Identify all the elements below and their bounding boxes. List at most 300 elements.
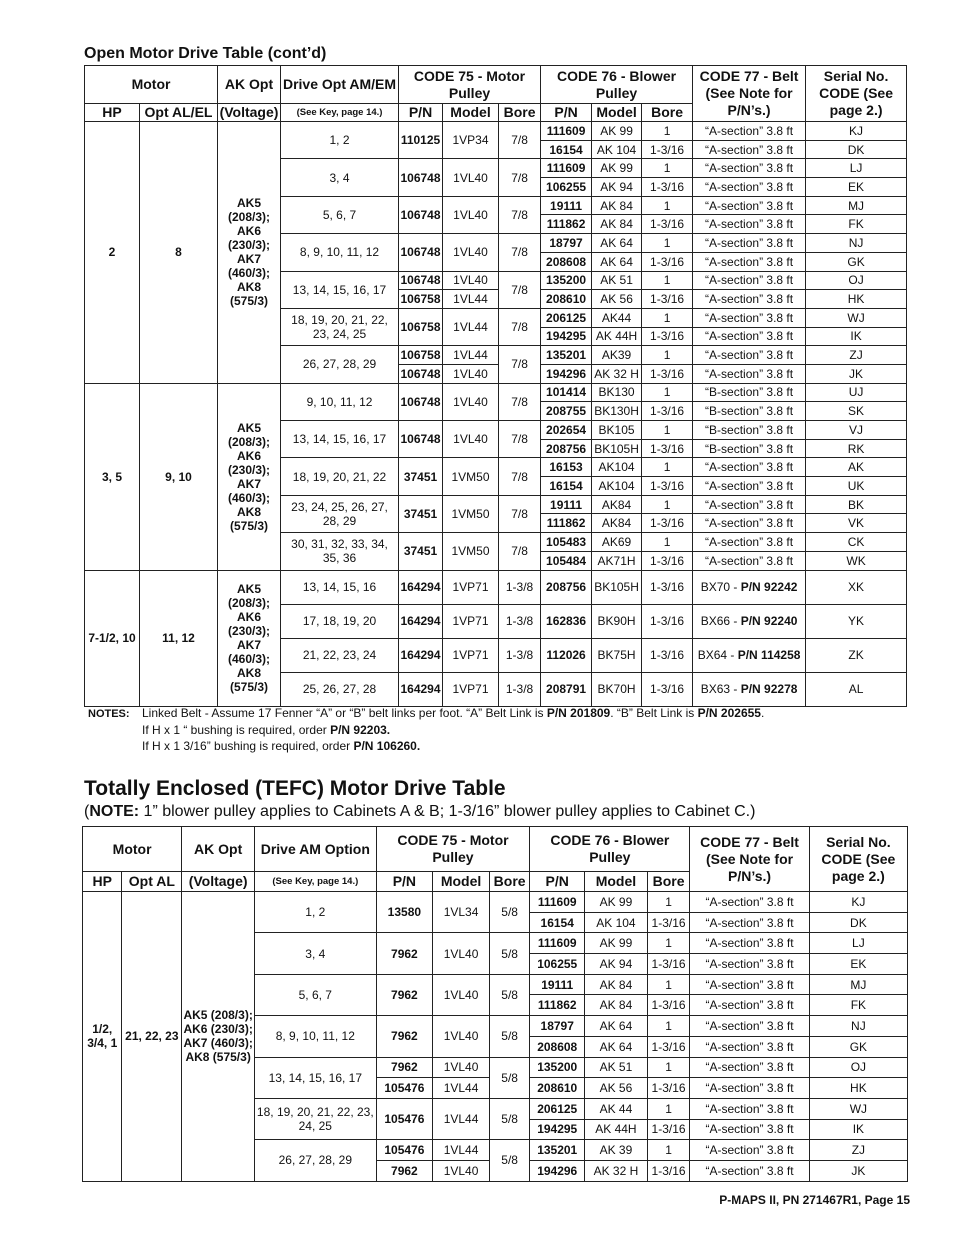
belt-cell: “A-section” 3.8 ft xyxy=(693,178,806,197)
serial-code-cell: OJ xyxy=(809,1057,907,1078)
motor-model-cell: 1VP71 xyxy=(443,638,499,672)
belt-cell: “A-section” 3.8 ft xyxy=(693,271,806,290)
motor-bore-cell: 5/8 xyxy=(489,1140,530,1181)
motor-bore-cell: 5/8 xyxy=(489,892,530,933)
motor-bore-cell: 7/8 xyxy=(499,122,541,159)
motor-bore-cell: 5/8 xyxy=(489,1057,530,1098)
blower-pn-cell: 105483 xyxy=(541,533,592,552)
t2-header-motor: Motor xyxy=(83,827,182,872)
belt-cell xyxy=(693,604,806,638)
blower-bore-cell: 1 xyxy=(642,159,693,178)
header-motor-model: Model xyxy=(443,104,499,122)
header-code75: CODE 75 - Motor Pulley xyxy=(399,66,541,104)
blower-model-cell: BK75H xyxy=(592,638,642,672)
t2-header-code76: CODE 76 - Blower Pulley xyxy=(530,827,690,872)
blower-model-cell: AK 56 xyxy=(585,1078,648,1099)
blower-model-cell: AK 104 xyxy=(585,912,648,933)
motor-bore-cell: 7/8 xyxy=(499,196,541,233)
blower-pn-cell: 19111 xyxy=(541,495,592,514)
belt-cell xyxy=(693,638,806,672)
cabinet-note-open: ( xyxy=(84,803,90,820)
blower-bore-cell: 1-3/16 xyxy=(642,178,693,197)
blower-pn-cell: 111609 xyxy=(541,159,592,178)
drive-opt-cell: 1, 2 xyxy=(255,892,376,933)
hp-cell: 7-1/2, 10 xyxy=(85,570,140,706)
blower-pn-cell: 101414 xyxy=(541,383,592,402)
blower-model-cell: AK39 xyxy=(592,346,642,365)
blower-bore-cell: 1 xyxy=(642,122,693,141)
blower-bore-cell: 1-3/16 xyxy=(642,439,693,458)
blower-bore-cell: 1 xyxy=(642,271,693,290)
blower-model-cell: AK 51 xyxy=(592,271,642,290)
blower-pn-cell: 105484 xyxy=(541,551,592,570)
serial-code-cell: LJ xyxy=(809,933,907,954)
blower-bore-cell: 1 xyxy=(642,383,693,402)
blower-pn-cell: 16153 xyxy=(541,458,592,477)
motor-bore-cell: 1-3/8 xyxy=(499,672,541,706)
blower-model-cell: AK 99 xyxy=(585,892,648,913)
belt-cell: “A-section” 3.8 ft xyxy=(693,159,806,178)
motor-model-cell: 1VL40 xyxy=(433,933,490,974)
note-line-1e: . xyxy=(760,706,765,720)
blower-pn-cell: 194295 xyxy=(541,327,592,346)
motor-model-cell: 1VL44 xyxy=(433,1078,490,1099)
belt-part-number: P/N 92278 xyxy=(740,682,798,696)
drive-opt-cell: 18, 19, 20, 21, 22, 23, 24, 25 xyxy=(281,308,399,345)
notes-label: NOTES: xyxy=(88,708,130,720)
open-motor-drive-table xyxy=(84,65,907,707)
motor-bore-cell: 7/8 xyxy=(499,421,541,458)
motor-pn-cell: 106758 xyxy=(399,346,443,365)
belt-cell: “B-section” 3.8 ft xyxy=(693,421,806,440)
drive-opt-cell: 5, 6, 7 xyxy=(281,196,399,233)
belt-size: BX64 - xyxy=(697,648,738,662)
motor-bore-cell: 5/8 xyxy=(489,933,530,974)
serial-code-cell: CK xyxy=(806,533,907,552)
motor-pn-cell: 105476 xyxy=(376,1078,433,1099)
belt-cell: “A-section” 3.8 ft xyxy=(693,196,806,215)
blower-bore-cell: 1-3/16 xyxy=(642,140,693,159)
blower-bore-cell: 1-3/16 xyxy=(642,290,693,309)
blower-model-cell: BK105H xyxy=(592,439,642,458)
motor-bore-cell: 7/8 xyxy=(499,495,541,532)
blower-model-cell: AK 84 xyxy=(585,974,648,995)
blower-model-cell: BK105H xyxy=(592,570,642,604)
motor-model-cell: 1VP34 xyxy=(443,122,499,159)
blower-pn-cell: 111862 xyxy=(541,215,592,234)
blower-bore-cell: 1-3/16 xyxy=(647,995,690,1016)
t2-header-voltage: (Voltage) xyxy=(182,872,255,892)
motor-pn-cell: 164294 xyxy=(399,672,443,706)
motor-bore-cell: 7/8 xyxy=(499,308,541,345)
t2-header-drive-am: Drive AM Option xyxy=(255,827,376,872)
belt-cell: “A-section” 3.8 ft xyxy=(693,514,806,533)
blower-bore-cell: 1-3/16 xyxy=(642,215,693,234)
serial-code-cell: MJ xyxy=(806,196,907,215)
motor-pn-cell: 106758 xyxy=(399,308,443,345)
header-opt-al-el: Opt AL/EL xyxy=(140,104,218,122)
motor-pn-cell: 37451 xyxy=(399,533,443,570)
motor-model-cell: 1VL40 xyxy=(433,1057,490,1078)
serial-code-cell: GK xyxy=(806,252,907,271)
motor-model-cell: 1VM50 xyxy=(443,495,499,532)
motor-pn-cell: 106748 xyxy=(399,383,443,420)
belt-cell: “B-section” 3.8 ft xyxy=(693,439,806,458)
serial-code-cell: KJ xyxy=(806,122,907,141)
motor-bore-cell: 7/8 xyxy=(499,458,541,495)
belt-cell: “A-section” 3.8 ft xyxy=(690,933,809,954)
blower-bore-cell: 1 xyxy=(642,458,693,477)
motor-bore-cell: 1-3/8 xyxy=(499,638,541,672)
blower-pn-cell: 208756 xyxy=(541,570,592,604)
blower-pn-cell: 208755 xyxy=(541,402,592,421)
t2-header-code77: CODE 77 - Belt (See Note for P/N’s.) xyxy=(690,827,809,892)
blower-model-cell: AK 64 xyxy=(592,234,642,253)
motor-model-cell: 1VL40 xyxy=(443,421,499,458)
header-motor-bore: Bore xyxy=(499,104,541,122)
blower-model-cell: AK 84 xyxy=(592,196,642,215)
blower-bore-cell: 1-3/16 xyxy=(642,252,693,271)
blower-bore-cell: 1-3/16 xyxy=(642,327,693,346)
serial-code-cell: IK xyxy=(809,1119,907,1140)
serial-code-cell: AK xyxy=(806,458,907,477)
serial-code-cell: YK xyxy=(806,604,907,638)
belt-cell: “A-section” 3.8 ft xyxy=(690,1078,809,1099)
motor-model-cell: 1VL40 xyxy=(433,1160,490,1181)
blower-model-cell: AK 32 H xyxy=(592,364,642,383)
drive-opt-cell: 9, 10, 11, 12 xyxy=(281,383,399,420)
belt-cell: “A-section” 3.8 ft xyxy=(693,495,806,514)
ak-opt-cell: AK5 (208/3); AK6 (230/3); AK7 (460/3); AK8 (575/3) xyxy=(218,570,281,706)
belt-cell: “A-section” 3.8 ft xyxy=(690,1119,809,1140)
blower-bore-cell: 1 xyxy=(647,974,690,995)
section-title-open-motor: Open Motor Drive Table (cont’d) xyxy=(84,45,327,62)
ak-opt-cell: AK5 (208/3); AK6 (230/3); AK7 (460/3); AK8 (575/3) xyxy=(182,892,255,1182)
blower-bore-cell: 1 xyxy=(647,933,690,954)
blower-pn-cell: 106255 xyxy=(530,954,585,975)
drive-opt-cell: 13, 14, 15, 16, 17 xyxy=(281,271,399,308)
blower-bore-cell: 1 xyxy=(642,533,693,552)
blower-bore-cell: 1-3/16 xyxy=(642,672,693,706)
blower-bore-cell: 1-3/16 xyxy=(642,514,693,533)
blower-bore-cell: 1 xyxy=(642,421,693,440)
drive-opt-cell: 18, 19, 20, 21, 22 xyxy=(281,458,399,495)
blower-pn-cell: 194296 xyxy=(541,364,592,383)
motor-model-cell: 1VL44 xyxy=(433,1140,490,1161)
drive-opt-cell: 18, 19, 20, 21, 22, 23, 24, 25 xyxy=(255,1098,376,1139)
header-motor-pn: P/N xyxy=(399,104,443,122)
motor-pn-cell: 105476 xyxy=(376,1140,433,1161)
blower-pn-cell: 112026 xyxy=(541,638,592,672)
cabinet-note xyxy=(84,803,755,821)
motor-pn-cell: 164294 xyxy=(399,638,443,672)
blower-pn-cell: 135201 xyxy=(541,346,592,365)
blower-bore-cell: 1-3/16 xyxy=(642,570,693,604)
motor-model-cell: 1VL40 xyxy=(433,1016,490,1057)
blower-model-cell: AK 99 xyxy=(592,122,642,141)
blower-pn-cell: 206125 xyxy=(541,308,592,327)
page-footer: P-MAPS II, PN 271467R1, Page 15 xyxy=(719,1193,910,1207)
motor-bore-cell: 7/8 xyxy=(499,159,541,196)
blower-bore-cell: 1-3/16 xyxy=(647,912,690,933)
blower-bore-cell: 1 xyxy=(642,346,693,365)
motor-model-cell: 1VL40 xyxy=(443,234,499,271)
belt-size: BX66 - xyxy=(700,614,741,628)
t2-header-hp: HP xyxy=(83,872,122,892)
motor-bore-cell: 7/8 xyxy=(499,234,541,271)
serial-code-cell: MJ xyxy=(809,974,907,995)
blower-pn-cell: 202654 xyxy=(541,421,592,440)
blower-bore-cell: 1-3/16 xyxy=(647,1078,690,1099)
header-drive-opt: Drive Opt AM/EM xyxy=(281,66,399,104)
blower-pn-cell: 106255 xyxy=(541,178,592,197)
blower-bore-cell: 1 xyxy=(642,308,693,327)
note-line-1a: Linked Belt - Assume 17 Fenner “A” or “B” belt links per foot. “A” Belt Link is xyxy=(142,706,547,720)
motor-model-cell: 1VL40 xyxy=(443,271,499,290)
header-code76: CODE 76 - Blower Pulley xyxy=(541,66,693,104)
motor-pn-cell: 106748 xyxy=(399,159,443,196)
motor-pn-cell: 37451 xyxy=(399,458,443,495)
drive-opt-cell: 13, 14, 15, 16, 17 xyxy=(255,1057,376,1098)
belt-cell: “A-section” 3.8 ft xyxy=(693,290,806,309)
header-blower-bore: Bore xyxy=(642,104,693,122)
blower-model-cell: BK105 xyxy=(592,421,642,440)
drive-opt-cell: 26, 27, 28, 29 xyxy=(281,346,399,383)
serial-code-cell: KJ xyxy=(809,892,907,913)
blower-pn-cell: 208791 xyxy=(541,672,592,706)
blower-bore-cell: 1 xyxy=(642,196,693,215)
belt-size: BX63 - xyxy=(700,682,741,696)
blower-model-cell: AK 99 xyxy=(585,933,648,954)
serial-code-cell: LJ xyxy=(806,159,907,178)
header-blower-model: Model xyxy=(592,104,642,122)
belt-cell: “A-section” 3.8 ft xyxy=(690,1036,809,1057)
ak-opt-cell: AK5 (208/3); AK6 (230/3); AK7 (460/3); AK8 (575/3) xyxy=(218,122,281,384)
ak-opt-cell: AK5 (208/3); AK6 (230/3); AK7 (460/3); AK8 (575/3) xyxy=(218,383,281,570)
belt-cell: “A-section” 3.8 ft xyxy=(693,346,806,365)
motor-pn-cell: 164294 xyxy=(399,570,443,604)
opt-cell: 21, 22, 23 xyxy=(122,892,182,1182)
blower-bore-cell: 1 xyxy=(642,495,693,514)
blower-model-cell: BK130H xyxy=(592,402,642,421)
drive-opt-cell: 21, 22, 23, 24 xyxy=(281,638,399,672)
belt-cell: “B-section” 3.8 ft xyxy=(693,383,806,402)
blower-model-cell: AK 64 xyxy=(585,1016,648,1037)
blower-bore-cell: 1-3/16 xyxy=(647,1160,690,1181)
motor-model-cell: 1VM50 xyxy=(443,458,499,495)
motor-pn-cell: 7962 xyxy=(376,933,433,974)
motor-model-cell: 1VL40 xyxy=(443,364,499,383)
hp-cell: 3, 5 xyxy=(85,383,140,570)
tefc-motor-drive-table xyxy=(82,826,908,1182)
belt-cell: “A-section” 3.8 ft xyxy=(690,995,809,1016)
blower-model-cell: AK 84 xyxy=(585,995,648,1016)
motor-pn-cell: 7962 xyxy=(376,1057,433,1078)
note-line-3a: If H x 1 3/16” bushing is required, order xyxy=(142,739,354,753)
serial-code-cell: ZJ xyxy=(809,1140,907,1161)
belt-part-number: P/N 92242 xyxy=(740,580,798,594)
motor-pn-cell: 106748 xyxy=(399,196,443,233)
blower-pn-cell: 135200 xyxy=(541,271,592,290)
blower-model-cell: AK71H xyxy=(592,551,642,570)
belt-cell: “A-section” 3.8 ft xyxy=(690,1160,809,1181)
serial-code-cell: EK xyxy=(809,954,907,975)
blower-bore-cell: 1 xyxy=(647,1057,690,1078)
serial-code-cell: FK xyxy=(809,995,907,1016)
header-blower-pn: P/N xyxy=(541,104,592,122)
belt-cell: “A-section” 3.8 ft xyxy=(690,974,809,995)
blower-pn-cell: 111609 xyxy=(541,122,592,141)
serial-code-cell: AL xyxy=(806,672,907,706)
motor-model-cell: 1VL34 xyxy=(433,892,490,933)
motor-bore-cell: 5/8 xyxy=(489,1098,530,1139)
blower-model-cell: AK84 xyxy=(592,495,642,514)
belt-cell: “A-section” 3.8 ft xyxy=(693,140,806,159)
serial-code-cell: IK xyxy=(806,327,907,346)
t2-header-motor-bore: Bore xyxy=(489,872,530,892)
blower-bore-cell: 1 xyxy=(642,234,693,253)
motor-pn-cell: 106748 xyxy=(399,234,443,271)
blower-pn-cell: 208610 xyxy=(541,290,592,309)
t2-header-motor-pn: P/N xyxy=(376,872,433,892)
t2-header-blower-model: Model xyxy=(585,872,648,892)
blower-model-cell: AK44 xyxy=(592,308,642,327)
drive-opt-cell: 23, 24, 25, 26, 27, 28, 29 xyxy=(281,495,399,532)
opt-cell: 9, 10 xyxy=(140,383,218,570)
serial-code-cell: XK xyxy=(806,570,907,604)
opt-cell: 8 xyxy=(140,122,218,384)
belt-cell: “A-section” 3.8 ft xyxy=(690,1057,809,1078)
header-motor: Motor xyxy=(85,66,218,104)
serial-code-cell: WJ xyxy=(809,1098,907,1119)
blower-model-cell: AK 44H xyxy=(585,1119,648,1140)
t2-header-ak-opt: AK Opt xyxy=(182,827,255,872)
t2-header-blower-bore: Bore xyxy=(647,872,690,892)
belt-cell xyxy=(693,570,806,604)
cabinet-note-label: NOTE: xyxy=(89,803,140,820)
motor-bore-cell: 7/8 xyxy=(499,271,541,308)
blower-model-cell: AK 99 xyxy=(592,159,642,178)
table-row xyxy=(85,570,907,604)
motor-pn-cell: 7962 xyxy=(376,974,433,1015)
blower-pn-cell: 16154 xyxy=(541,140,592,159)
blower-pn-cell: 206125 xyxy=(530,1098,585,1119)
note-line-3b: P/N 106260. xyxy=(353,739,421,753)
blower-model-cell: BK130 xyxy=(592,383,642,402)
header-serial: Serial No. CODE (See page 2.) xyxy=(806,66,907,122)
belt-cell: “A-section” 3.8 ft xyxy=(690,892,809,913)
motor-bore-cell: 1-3/8 xyxy=(499,570,541,604)
motor-bore-cell: 7/8 xyxy=(499,346,541,383)
belt-cell: “A-section” 3.8 ft xyxy=(693,122,806,141)
motor-pn-cell: 106748 xyxy=(399,421,443,458)
motor-pn-cell: 164294 xyxy=(399,604,443,638)
serial-code-cell: DK xyxy=(809,912,907,933)
serial-code-cell: GK xyxy=(809,1036,907,1057)
motor-model-cell: 1VL44 xyxy=(443,308,499,345)
table-row xyxy=(85,122,907,141)
serial-code-cell: SK xyxy=(806,402,907,421)
belt-cell: “A-section” 3.8 ft xyxy=(690,1016,809,1037)
belt-cell: “A-section” 3.8 ft xyxy=(693,364,806,383)
table-row xyxy=(85,383,907,402)
drive-opt-cell: 26, 27, 28, 29 xyxy=(255,1140,376,1181)
serial-code-cell: WK xyxy=(806,551,907,570)
blower-pn-cell: 16154 xyxy=(530,912,585,933)
blower-model-cell: AK 39 xyxy=(585,1140,648,1161)
blower-model-cell: AK 64 xyxy=(585,1036,648,1057)
blower-pn-cell: 16154 xyxy=(541,477,592,496)
note-line-2a: If H x 1 “ bushing is required, order xyxy=(142,723,331,737)
opt-cell: 11, 12 xyxy=(140,570,218,706)
blower-model-cell: BK90H xyxy=(592,604,642,638)
motor-pn-cell: 106748 xyxy=(399,271,443,290)
blower-model-cell: AK84 xyxy=(592,514,642,533)
drive-opt-cell: 13, 14, 15, 16 xyxy=(281,570,399,604)
motor-model-cell: 1VP71 xyxy=(443,672,499,706)
blower-model-cell: AK 94 xyxy=(592,178,642,197)
blower-bore-cell: 1-3/16 xyxy=(642,402,693,421)
blower-model-cell: AK 32 H xyxy=(585,1160,648,1181)
blower-model-cell: AK 56 xyxy=(592,290,642,309)
table-row xyxy=(83,892,908,913)
blower-bore-cell: 1 xyxy=(647,892,690,913)
drive-opt-cell: 3, 4 xyxy=(281,159,399,196)
drive-opt-cell: 13, 14, 15, 16, 17 xyxy=(281,421,399,458)
blower-pn-cell: 19111 xyxy=(530,974,585,995)
blower-bore-cell: 1 xyxy=(647,1016,690,1037)
motor-pn-cell: 37451 xyxy=(399,495,443,532)
belt-cell: “A-section” 3.8 ft xyxy=(690,1098,809,1119)
blower-bore-cell: 1-3/16 xyxy=(642,551,693,570)
belt-cell: “A-section” 3.8 ft xyxy=(693,215,806,234)
serial-code-cell: RK xyxy=(806,439,907,458)
drive-opt-cell: 5, 6, 7 xyxy=(255,974,376,1015)
serial-code-cell: BK xyxy=(806,495,907,514)
note-line-1d: P/N 202655 xyxy=(697,706,761,720)
motor-pn-cell: 106748 xyxy=(399,364,443,383)
blower-pn-cell: 208610 xyxy=(530,1078,585,1099)
blower-bore-cell: 1-3/16 xyxy=(642,364,693,383)
blower-bore-cell: 1 xyxy=(647,1098,690,1119)
note-line-2b: P/N 92203. xyxy=(330,723,391,737)
note-line-1b: P/N 201809 xyxy=(546,706,611,720)
motor-pn-cell: 106758 xyxy=(399,290,443,309)
motor-model-cell: 1VP71 xyxy=(443,570,499,604)
motor-pn-cell: 110125 xyxy=(399,122,443,159)
motor-pn-cell: 13580 xyxy=(376,892,433,933)
serial-code-cell: VJ xyxy=(806,421,907,440)
blower-bore-cell: 1-3/16 xyxy=(642,477,693,496)
blower-model-cell: AK 64 xyxy=(592,252,642,271)
belt-size: BX70 - xyxy=(700,580,741,594)
blower-pn-cell: 208608 xyxy=(541,252,592,271)
motor-model-cell: 1VL40 xyxy=(433,974,490,1015)
serial-code-cell: DK xyxy=(806,140,907,159)
section-title-tefc: Totally Enclosed (TEFC) Motor Drive Table xyxy=(84,777,506,800)
blower-model-cell: AK 94 xyxy=(585,954,648,975)
blower-bore-cell: 1-3/16 xyxy=(642,638,693,672)
belt-part-number: P/N 92240 xyxy=(740,614,798,628)
motor-model-cell: 1VL44 xyxy=(433,1098,490,1139)
blower-pn-cell: 208608 xyxy=(530,1036,585,1057)
serial-code-cell: EK xyxy=(806,178,907,197)
serial-code-cell: NJ xyxy=(809,1016,907,1037)
drive-opt-cell: 3, 4 xyxy=(255,933,376,974)
blower-bore-cell: 1-3/16 xyxy=(647,1036,690,1057)
motor-model-cell: 1VL40 xyxy=(443,383,499,420)
blower-pn-cell: 18797 xyxy=(530,1016,585,1037)
